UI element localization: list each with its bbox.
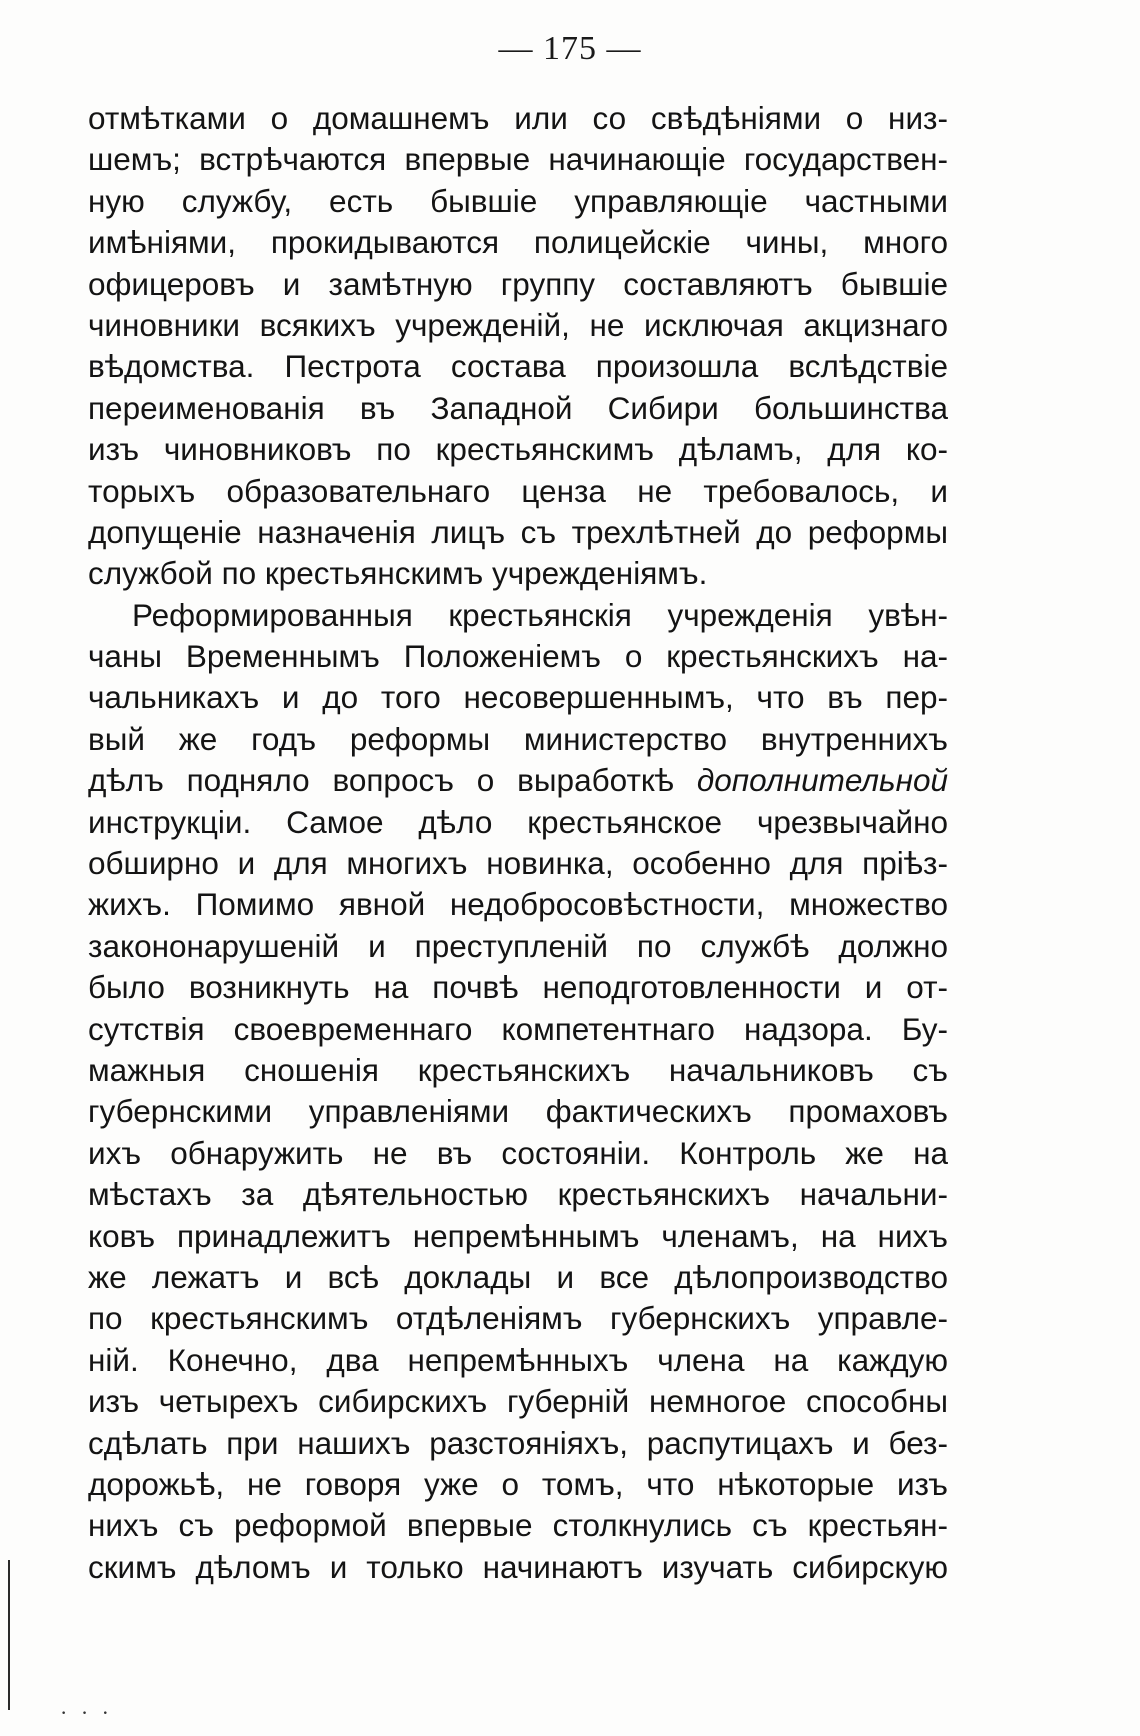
text-line: чаны Временнымъ Положеніемъ о крестьянскихъ на- [88,638,948,675]
text-line: допущеніе назначенія лицъ съ трехлѣтней до реформы [88,513,948,550]
text-line: отмѣтками о домашнемъ или со свѣдѣніями о низ- [88,100,948,136]
text-line: изъ чиновниковъ по крестьянскимъ дѣламъ, для ко- [88,431,948,468]
text-line: сутствія своевременнаго компетентнаго надзора. Бу- [88,1010,948,1047]
text-line: сдѣлать при нашихъ разстояніяхъ, распутицахъ и без- [88,1424,948,1461]
text-line: офицеровъ и замѣтную группу составляютъ бывшіе [88,265,948,302]
text-line: ихъ обнаружить не въ состояніи. Контроль же на [88,1134,948,1171]
text-line: губернскими управленіями фактическихъ промаховъ [88,1093,948,1130]
text-line: вый же годъ реформы министерство внутреннихъ [88,720,948,757]
text-line: шемъ; встрѣчаются впервые начинающіе государствен- [88,141,948,178]
paragraph-2 [88,595,948,1588]
page-number: — 175 — [498,30,642,67]
text-line: ковъ принадлежитъ непремѣннымъ членамъ, на нихъ [88,1217,948,1254]
text-line: же лежатъ и всѣ доклады и все дѣлопроизводство [88,1258,948,1295]
footer-marks: · · · [60,1700,113,1725]
body-text [88,98,948,1588]
text-line: закононарушеній и преступленій по службѣ должно [88,927,948,964]
text-line: имѣніями, прокидываются полицейскіе чины, много [88,224,948,261]
text-line: инструкціи. Самое дѣло крестьянское чрезвычайно [88,803,948,840]
text-line: переименованія въ Западной Сибири большинства [88,389,948,426]
text-line: жихъ. Помимо явной недобросовѣстности, множество [88,886,948,923]
text-line: обширно и для многихъ новинка, особенно для пріѣз- [88,845,948,882]
text-line: было возникнуть на почвѣ неподготовленности и от- [88,969,948,1006]
text-line: чальникахъ и до того несовершеннымъ, что въ пер- [88,679,948,716]
text-line: дорожьѣ, не говоря уже о томъ, что нѣкоторые изъ [88,1465,948,1502]
text-line: ній. Конечно, два непремѣнныхъ члена на каждую [88,1341,948,1378]
text-line: торыхъ образовательнаго ценза не требовалось, и [88,472,948,509]
text-line: по крестьянскимъ отдѣленіямъ губернскихъ управле- [88,1300,948,1337]
text-line: Реформированныя крестьянскія учрежденія увѣн- [132,596,948,633]
text-line-with-emphasis [88,760,948,801]
text-segment: дѣлъ подняло вопросъ о выработкѣ [88,762,674,799]
text-line: изъ четырехъ сибирскихъ губерній немногое способны [88,1383,948,1420]
text-line: мѣстахъ за дѣятельностью крестьянскихъ начальни- [88,1176,948,1213]
emphasized-word: дополнительной [696,762,948,799]
page-edge-line [8,1560,10,1710]
text-line: мажныя сношенія крестьянскихъ начальниковъ съ [88,1051,948,1088]
text-line: чиновники всякихъ учрежденій, не исключая акцизнаго [88,306,948,343]
paragraph-1 [88,98,948,595]
text-line: ную службу, есть бывшіе управляющіе частными [88,182,948,219]
text-line: вѣдомства. Пестрота состава произошла вслѣдствіе [88,348,948,385]
text-line: службой по крестьянскимъ учрежденіямъ. [88,555,708,592]
text-line: скимъ дѣломъ и только начинаютъ изучать сибирскую [88,1548,948,1585]
text-line: нихъ съ реформой впервые столкнулись съ крестьян- [88,1507,948,1544]
